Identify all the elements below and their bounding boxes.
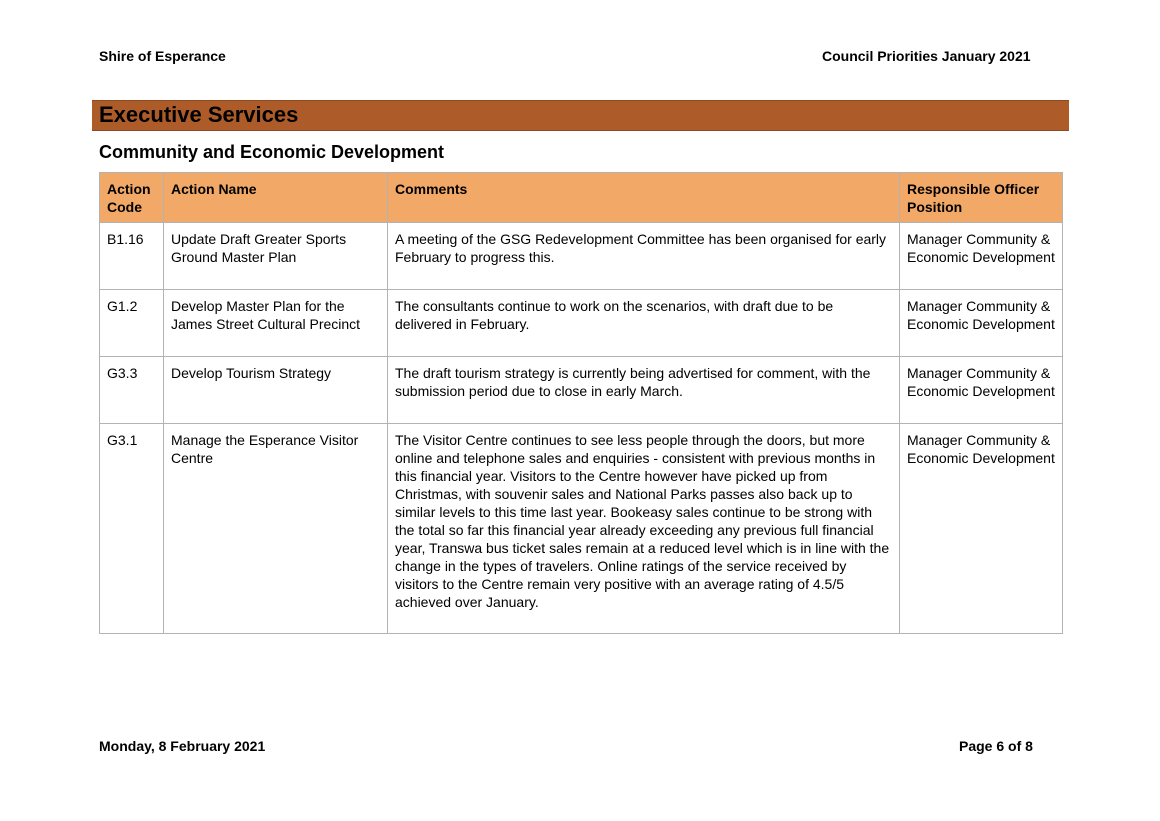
header-document-title: Council Priorities January 2021 [822, 48, 1031, 64]
footer-date: Monday, 8 February 2021 [99, 738, 266, 754]
table-row [100, 357, 1063, 424]
cell-action-name: Update Draft Greater Sports Ground Master Plan [164, 223, 388, 290]
banner-title: Executive Services [99, 102, 299, 127]
cell-responsible-officer: Manager Community & Economic Development [900, 223, 1063, 290]
column-header-comments: Comments [388, 173, 900, 223]
cell-action-code: G1.2 [100, 290, 164, 357]
section-banner [92, 100, 1069, 131]
actions-table [99, 172, 1063, 634]
cell-action-code: G3.1 [100, 424, 164, 634]
column-header-action-code: Action Code [100, 173, 164, 223]
table-row [100, 223, 1063, 290]
table-row [100, 290, 1063, 357]
cell-action-name: Develop Master Plan for the James Street Cultural Precinct [164, 290, 388, 357]
cell-comments: The Visitor Centre continues to see less people through the doors, but more online and telephone sales and enquiries - consistent with previous months in this financial year. Visitors to the Centre however have picked up from Christmas, with souvenir sales and National Parks passes also back up to similar levels to this time last year. Bookeasy sales continue to be strong with the total so far this financial year already exceeding any previous full financial year, Transwa bus ticket sales remain at a reduced level which is in line with the change in the types of travelers. Online ratings of the service received by visitors to the Centre remain very positive with an average rating of 4.5/5 achieved over January. [388, 424, 900, 634]
cell-action-name: Manage the Esperance Visitor Centre [164, 424, 388, 634]
cell-action-code: B1.16 [100, 223, 164, 290]
cell-comments: The draft tourism strategy is currently being advertised for comment, with the submission period due to close in early March. [388, 357, 900, 424]
cell-responsible-officer: Manager Community & Economic Development [900, 357, 1063, 424]
cell-action-code: G3.3 [100, 357, 164, 424]
cell-action-name: Develop Tourism Strategy [164, 357, 388, 424]
section-title: Community and Economic Development [99, 142, 445, 162]
cell-comments: The consultants continue to work on the scenarios, with draft due to be delivered in February. [388, 290, 900, 357]
column-header-action-name: Action Name [164, 173, 388, 223]
column-header-responsible-officer: Responsible Officer Position [900, 173, 1063, 223]
header-organisation: Shire of Esperance [99, 48, 226, 64]
cell-responsible-officer: Manager Community & Economic Development [900, 424, 1063, 634]
table-row [100, 424, 1063, 634]
cell-responsible-officer: Manager Community & Economic Development [900, 290, 1063, 357]
footer-page-number: Page 6 of 8 [959, 738, 1033, 754]
cell-comments: A meeting of the GSG Redevelopment Committee has been organised for early February to progress this. [388, 223, 900, 290]
table-header-row [100, 173, 1063, 223]
